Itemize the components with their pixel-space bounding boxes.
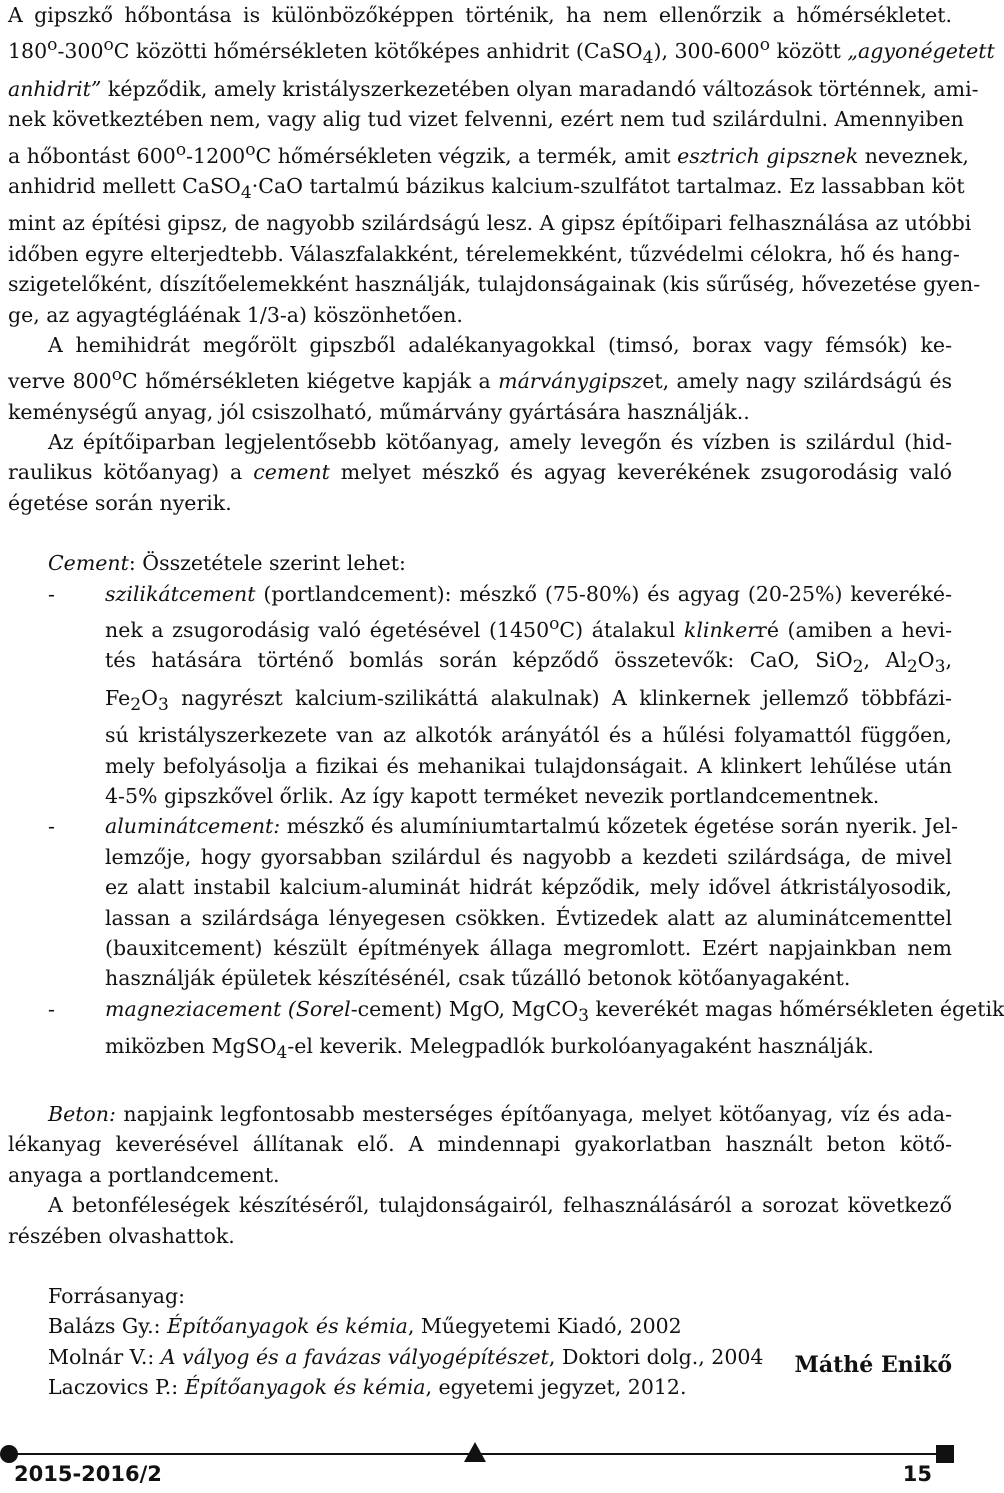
text: időben egyre elterjedtebb. Válaszfalakként, térelemekként, tűzvédelmi célokra, hő és hang-	[8, 241, 960, 266]
text: nagyrészt kalcium-szilikáttá alakulnak) A klinkernek jellemző többfázi-	[168, 685, 952, 710]
degree: o	[103, 35, 114, 56]
circle-icon	[0, 1445, 18, 1463]
text: anhidrid mellett CaSO	[8, 173, 241, 198]
subscript: 4	[276, 1043, 288, 1064]
text-line	[105, 963, 952, 993]
text: képződik, amely kristályszerkezetében olyan maradandó változások történnek, ami-	[101, 76, 979, 101]
text-line	[8, 239, 960, 269]
text-line	[8, 457, 952, 487]
text-line	[105, 781, 952, 811]
text-line	[8, 300, 952, 330]
text: 180	[8, 39, 48, 64]
text-line	[105, 994, 1004, 1032]
text: mészkő és alumíniumtartalmú kőzetek égetése során nyerik. Jel-	[280, 814, 958, 839]
text: C) átalakul	[559, 617, 684, 642]
degree: o	[245, 139, 256, 160]
italic-term: „agyonégetett	[847, 39, 995, 64]
text: lemzője, hogy gyorsabban szilárdul és nagyobb a kezdeti szilárdsága, de mivel	[105, 844, 952, 869]
text: : Összetétele szerint lehet:	[128, 551, 406, 576]
text: , Doktori dolg., 2004	[548, 1344, 764, 1369]
text-line	[8, 1190, 952, 1220]
text: ré (amiben a hevi-	[757, 617, 952, 642]
subscript: 3	[934, 657, 946, 678]
text: ), 300-600	[653, 39, 760, 64]
page-number: 15	[902, 1462, 932, 1486]
text: melyet mészkő és agyag keverékének zsugorodásig való	[329, 460, 952, 485]
text-line	[105, 609, 952, 645]
text-line	[8, 0, 952, 30]
text: , egyetemi jegyzet, 2012.	[425, 1375, 687, 1400]
text: -el keverik. Melegpadlók burkolóanyagaként használják.	[287, 1034, 874, 1059]
italic-term: márványgipsz	[498, 369, 643, 394]
subscript: 4	[642, 48, 654, 69]
text: verve 800	[8, 369, 112, 394]
subscript: 2	[130, 694, 142, 715]
text: -300	[57, 39, 104, 64]
text: Fe	[105, 685, 131, 710]
text: Molnár V.:	[48, 1344, 161, 1369]
text: A hemihidrát megőrölt gipszből adalékanyagokkal (timsó, borax vagy fémsók) ke-	[48, 332, 952, 357]
list-item-magnesia-cement	[8, 994, 1004, 1069]
text: ez alatt instabil kalcium-aluminát hidrát képződik, mely idővel átkristályosodik,	[105, 875, 952, 900]
subscript: 2	[906, 657, 918, 678]
subscript: 3	[157, 694, 169, 715]
text-line	[8, 1129, 952, 1159]
text: Balázs Gy.:	[48, 1314, 168, 1339]
text-line	[8, 74, 979, 104]
source-item	[48, 1311, 952, 1341]
text: , Műegyetemi Kiadó, 2002	[407, 1314, 682, 1339]
text-line	[8, 135, 969, 171]
text: ·CaO tartalmú bázikus kalcium-szulfátot tartalmaz. Ez lassabban köt	[251, 173, 965, 198]
text-line	[8, 30, 995, 73]
author-signature: Máthé Enikő	[794, 1352, 952, 1378]
text: ,	[945, 648, 952, 673]
text: A betonféleségek készítéséről, tulajdonságairól, felhasználásáról a sorozat következő	[48, 1193, 952, 1218]
text-line	[105, 683, 952, 721]
text: a hőbontást 600	[8, 143, 176, 168]
cement-heading	[48, 548, 952, 578]
text: C közötti hőmérsékleten kötőképes anhidrit (CaSO	[113, 39, 643, 64]
text: -1200	[186, 143, 246, 168]
list-dash: -	[48, 581, 55, 606]
text: lékanyag keverésével állítanak elő. A mindennapi gyakorlatban használt beton kötő-	[8, 1132, 952, 1157]
text: O	[917, 648, 935, 673]
text: tés hatására történő bomlás során képződő összetevők: CaO, SiO	[105, 648, 853, 673]
text-line	[105, 842, 952, 872]
italic-term: Építőanyagok és kémia	[184, 1375, 426, 1400]
degree: o	[47, 35, 58, 56]
text: keménységű anyag, jól csiszolható, műmárvány gyártására használják..	[8, 399, 750, 424]
text-line	[8, 397, 952, 427]
text-line	[8, 269, 981, 299]
italic-term: magneziacement (Sorel	[105, 996, 351, 1021]
text-line	[8, 488, 952, 518]
text-line	[105, 645, 952, 683]
paragraph-gypsum	[8, 0, 995, 330]
text-line	[8, 1221, 952, 1251]
page-footer	[0, 1436, 960, 1493]
text: miközben MgSO	[105, 1034, 277, 1059]
text: C hőmérsékleten kiégetve kapják a	[122, 369, 499, 394]
text-line	[105, 579, 952, 609]
italic-term: anhidrit”	[8, 76, 102, 101]
degree: o	[549, 613, 560, 634]
italic-term: szilikátcement	[105, 581, 256, 606]
paragraph-cement-intro	[8, 427, 952, 518]
text: között	[769, 39, 848, 64]
text: anyaga a portlandcement.	[8, 1162, 280, 1187]
triangle-icon	[464, 1442, 486, 1462]
list-item-silicate-cement	[8, 579, 952, 812]
text: , Al	[863, 648, 907, 673]
text: Az építőiparban legjelentősebb kötőanyag, amely levegőn és vízben is szilárdul (hid-	[48, 429, 952, 454]
text-line	[8, 427, 952, 457]
degree: o	[175, 139, 187, 160]
text: szigetelőként, díszítőelemekként használják, tulajdonságainak (kis sűrűség, hővezetése gyen-	[8, 272, 981, 297]
text-line	[105, 933, 952, 963]
text-line	[105, 903, 952, 933]
text: keverékét magas hőmérsékleten égetik	[589, 996, 1004, 1021]
text: 4-5% gipszkővel őrlik. Az így kapott terméket nevezik portlandcementnek.	[105, 784, 880, 809]
text: sú kristályszerkezete van az alkotók arányától és a hűlési folyamattól függően,	[105, 723, 952, 748]
text-line	[8, 208, 972, 238]
text: részében olvashattok.	[8, 1223, 235, 1248]
text-line	[8, 1099, 952, 1129]
text: mely befolyásolja a fizikai és mehanikai tulajdonságait. A klinkert lehűlése után	[105, 753, 952, 778]
italic-term: esztrich gipsznek	[677, 143, 859, 168]
italic-term: A vályog és a favázas vályogépítészet	[160, 1344, 549, 1369]
text: -cement) MgO, MgCO	[350, 996, 579, 1021]
text: A gipszkő hőbontása is különbözőképpen történik, ha nem ellenőrzik a hőmérsékletet.	[8, 3, 952, 27]
text: (portlandcement): mészkő (75-80%) és agyag (20-25%) keveréké-	[255, 581, 952, 606]
text-line	[105, 751, 952, 781]
degree: o	[759, 35, 770, 56]
text: használják épületek készítésénél, csak tűzálló betonok kötőanyagaként.	[105, 966, 851, 991]
italic-term: Építőanyagok és kémia	[167, 1314, 408, 1339]
text: nek a zsugorodásig való égetésével (1450	[105, 617, 550, 642]
text: (bauxitcement) készült építmények állaga megromlott. Ezért napjainkban nem	[105, 936, 952, 961]
paragraph-concrete	[8, 1099, 952, 1251]
article-body	[8, 0, 1004, 1403]
text: et, amely nagy szilárdságú és	[642, 369, 953, 394]
text: lassan a szilárdsága lényegesen csökken. Évtizedek alatt az aluminátcementtel	[105, 905, 952, 930]
list-item-aluminate-cement	[8, 811, 958, 993]
degree: o	[111, 365, 123, 386]
text: O	[141, 685, 158, 710]
text: raulikus kötőanyag) a	[8, 460, 254, 485]
subscript: 3	[578, 1005, 590, 1026]
text-line	[8, 360, 952, 396]
text-line	[8, 1160, 952, 1190]
text-line	[105, 1031, 952, 1069]
list-dash: -	[48, 996, 55, 1021]
italic-term: cement	[253, 460, 330, 485]
text: mint az építési gipsz, de nagyobb szilárdságú lesz. A gipsz építőipari felhasználása az utóbbi	[8, 211, 972, 236]
sources-title: Forrásanyag:	[48, 1283, 186, 1308]
text-line	[105, 872, 952, 902]
text: neveznek,	[858, 143, 969, 168]
text: Laczovics P.:	[48, 1375, 185, 1400]
list-dash: -	[48, 814, 55, 839]
text-line	[8, 104, 964, 134]
issue-number: 2015-2016/2	[14, 1462, 162, 1486]
text-line	[105, 811, 958, 841]
text-line	[105, 720, 952, 750]
italic-term: Cement	[48, 551, 129, 576]
subscript: 4	[240, 182, 252, 203]
paragraph-hemihydrate	[8, 330, 952, 427]
text-line	[8, 330, 952, 360]
italic-term: Beton:	[48, 1101, 116, 1126]
text: ge, az agyagtégláénak 1/3-a) köszönhetően.	[8, 302, 463, 327]
text-line	[8, 171, 965, 209]
italic-term: klinker	[683, 617, 758, 642]
subscript: 2	[852, 657, 864, 678]
text: C hőmérsékleten végzik, a termék, amit	[255, 143, 678, 168]
text: égetése során nyerik.	[8, 490, 232, 515]
text: napjaink legfontosabb mesterséges építőanyaga, melyet kötőanyag, víz és ada-	[115, 1101, 952, 1126]
text: nek következtében nem, vagy alig tud vizet felvenni, ezért nem tud szilárdulni. Amennyiben	[8, 107, 964, 132]
italic-term: aluminátcement:	[105, 814, 281, 839]
square-icon	[936, 1445, 954, 1463]
